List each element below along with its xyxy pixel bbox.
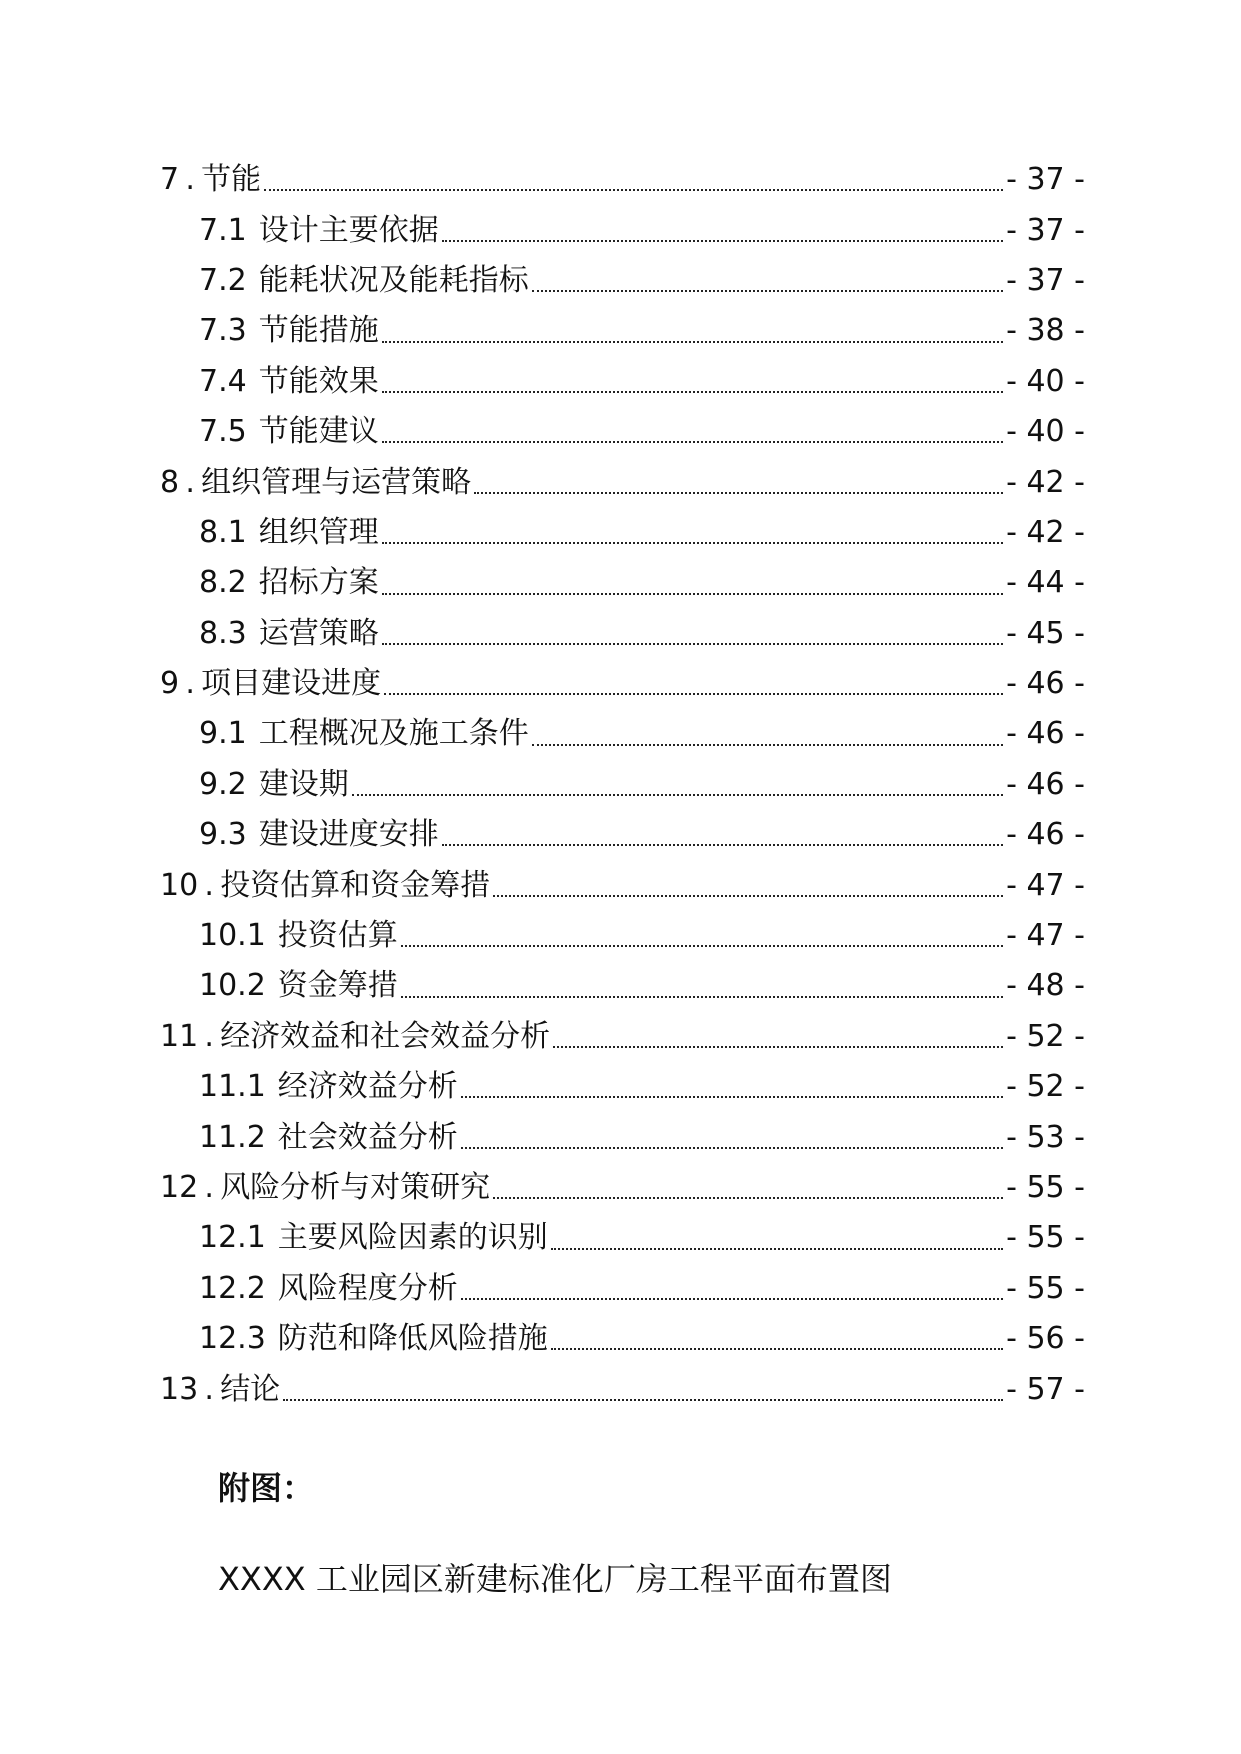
toc-entry-page-number: - 52 - [1006, 1069, 1085, 1105]
toc-dot-leader [551, 1348, 1003, 1350]
toc-entry-page-number: - 40 - [1006, 414, 1085, 450]
toc-entry-page-number: - 37 - [1006, 262, 1085, 298]
toc-entry-separator: . [185, 162, 195, 198]
toc-dot-leader [493, 1197, 1003, 1199]
toc-entry-number: 9.3 [199, 817, 247, 853]
toc-entry[interactable] [0, 407, 1241, 457]
toc-entry-title: 防范和降低风险措施 [277, 1321, 548, 1357]
toc-entry-number: 10.1 [199, 918, 266, 954]
toc-entry-separator: . [185, 666, 195, 702]
toc-entry-separator: . [204, 1371, 214, 1407]
toc-entry[interactable] [0, 760, 1241, 810]
toc-dot-leader [401, 945, 1003, 947]
toc-entry[interactable] [0, 1012, 1241, 1062]
toc-entry-number: 9.1 [199, 716, 247, 752]
toc-entry-number: 10 [160, 867, 199, 903]
toc-dot-leader [442, 240, 1003, 242]
toc-entry[interactable] [0, 1213, 1241, 1263]
toc-entry-title: 设计主要依据 [258, 212, 439, 248]
toc-entry-page-number: - 46 - [1006, 666, 1085, 702]
toc-entry-number: 8.1 [199, 514, 247, 550]
toc-entry-title: 社会效益分析 [277, 1119, 458, 1155]
toc-entry[interactable] [0, 961, 1241, 1011]
toc-dot-leader [384, 693, 1003, 695]
toc-entry[interactable] [0, 659, 1241, 709]
toc-entry-number: 7.5 [199, 414, 247, 450]
toc-dot-leader [461, 1096, 1003, 1098]
toc-entry-title: 投资估算 [277, 918, 398, 954]
toc-entry[interactable] [0, 1062, 1241, 1112]
toc-entry-number: 12.2 [199, 1270, 266, 1306]
toc-entry-number: 11.1 [199, 1069, 266, 1105]
toc-entry-page-number: - 40 - [1006, 363, 1085, 399]
toc-entry-page-number: - 45 - [1006, 615, 1085, 651]
toc-entry-title: 节能效果 [258, 363, 379, 399]
toc-entry[interactable] [0, 155, 1241, 205]
toc-dot-leader [352, 794, 1003, 796]
toc-entry[interactable] [0, 306, 1241, 356]
toc-entry[interactable] [0, 457, 1241, 507]
toc-entry-number: 7.1 [199, 212, 247, 248]
toc-entry-title: 资金筹措 [277, 968, 398, 1004]
toc-entry-separator: . [204, 867, 214, 903]
toc-entry-title: 组织管理与运营策略 [201, 464, 472, 500]
toc-entry[interactable] [0, 256, 1241, 306]
toc-entry-page-number: - 46 - [1006, 817, 1085, 853]
toc-dot-leader [382, 542, 1003, 544]
toc-entry-title: 工程概况及施工条件 [258, 716, 529, 752]
toc-dot-leader [382, 441, 1003, 443]
toc-dot-leader [382, 593, 1003, 595]
toc-entry-page-number: - 37 - [1006, 162, 1085, 198]
toc-entry-separator: . [185, 464, 195, 500]
toc-dot-leader [461, 1147, 1003, 1149]
toc-dot-leader [493, 895, 1003, 897]
toc-dot-leader [532, 744, 1003, 746]
toc-entry-title: 经济效益和社会效益分析 [220, 1018, 551, 1054]
toc-entry-page-number: - 56 - [1006, 1321, 1085, 1357]
toc-entry-title: 节能措施 [258, 313, 379, 349]
toc-entry-title: 主要风险因素的识别 [277, 1220, 548, 1256]
toc-dot-leader [532, 290, 1003, 292]
toc-entry-title: 节能建议 [258, 414, 379, 450]
toc-entry[interactable] [0, 1314, 1241, 1364]
toc-entry-number: 11 [160, 1018, 199, 1054]
toc-entry-page-number: - 52 - [1006, 1018, 1085, 1054]
toc-entry[interactable] [0, 911, 1241, 961]
toc-entry-page-number: - 47 - [1006, 867, 1085, 903]
toc-entry-title: 风险程度分析 [277, 1270, 458, 1306]
toc-entry[interactable] [0, 609, 1241, 659]
toc-entry-title: 节能 [201, 162, 262, 198]
toc-dot-leader [442, 844, 1003, 846]
toc-entry-number: 10.2 [199, 968, 266, 1004]
toc-entry[interactable] [0, 1364, 1241, 1414]
toc-entry-number: 12 [160, 1170, 199, 1205]
toc-entry-number: 7 [160, 162, 180, 198]
toc-entry-number: 12.1 [199, 1220, 266, 1256]
toc-dot-leader [551, 1248, 1003, 1250]
toc-entry-title: 结论 [220, 1371, 281, 1407]
toc-entry-number: 7.2 [199, 262, 247, 298]
toc-entry-page-number: - 42 - [1006, 464, 1085, 500]
toc-entry[interactable] [0, 860, 1241, 910]
toc-entry-number: 13 [160, 1371, 199, 1407]
toc-entry[interactable] [0, 1163, 1241, 1213]
toc-dot-leader [382, 643, 1003, 645]
toc-entry-title: 经济效益分析 [277, 1069, 458, 1105]
toc-entry[interactable] [0, 558, 1241, 608]
toc-entry-number: 9 [160, 666, 180, 702]
toc-entry-title: 项目建设进度 [201, 666, 382, 702]
toc-dot-leader [382, 391, 1003, 393]
toc-entry-number: 8.2 [199, 565, 247, 601]
toc-entry[interactable] [0, 205, 1241, 255]
toc-entry-title: 能耗状况及能耗指标 [258, 262, 529, 298]
toc-entry[interactable] [0, 709, 1241, 759]
appendix-heading: 附图： [218, 1469, 315, 1507]
toc-dot-leader [461, 1298, 1003, 1300]
toc-entry[interactable] [0, 810, 1241, 860]
toc-dot-leader [283, 1399, 1003, 1401]
toc-dot-leader [553, 1046, 1003, 1048]
toc-dot-leader [382, 341, 1003, 343]
toc-entry-page-number: - 42 - [1006, 514, 1085, 550]
toc-entry-page-number: - 44 - [1006, 565, 1085, 601]
toc-entry-page-number: - 47 - [1006, 918, 1085, 954]
toc-entry-page-number: - 46 - [1006, 716, 1085, 752]
appendix-item: XXXX 工业园区新建标准化厂房工程平面布置图 [218, 1560, 892, 1598]
toc-entry-page-number: - 53 - [1006, 1119, 1085, 1155]
toc-entry-title: 组织管理 [258, 514, 379, 550]
toc-entry-page-number: - 37 - [1006, 212, 1085, 248]
toc-entry-page-number: - 57 - [1006, 1371, 1085, 1407]
toc-entry-page-number: - 55 - [1006, 1220, 1085, 1256]
toc-entry-page-number: - 55 - [1006, 1270, 1085, 1306]
table-of-contents [0, 155, 1241, 1415]
toc-dot-leader [401, 996, 1003, 998]
toc-entry-number: 12.3 [199, 1321, 266, 1357]
toc-entry-number: 11.2 [199, 1119, 266, 1155]
toc-entry-title: 建设期 [258, 766, 349, 802]
toc-entry-page-number: - 38 - [1006, 313, 1085, 349]
toc-entry-title: 运营策略 [258, 615, 379, 651]
toc-entry-page-number: - 46 - [1006, 766, 1085, 802]
toc-entry-number: 8.3 [199, 615, 247, 651]
toc-entry[interactable] [0, 1112, 1241, 1162]
toc-entry-page-number: - 48 - [1006, 968, 1085, 1004]
toc-entry-number: 8 [160, 464, 180, 500]
toc-entry-title: 风险分析与对策研究 [220, 1170, 491, 1205]
toc-entry[interactable] [0, 508, 1241, 558]
toc-entry-title: 投资估算和资金筹措 [220, 867, 491, 903]
toc-dot-leader [264, 189, 1003, 191]
toc-entry-number: 7.3 [199, 313, 247, 349]
toc-entry-title: 建设进度安排 [258, 817, 439, 853]
toc-entry-separator: . [204, 1170, 214, 1205]
toc-entry[interactable] [0, 357, 1241, 407]
toc-entry[interactable] [0, 1264, 1241, 1314]
toc-entry-title: 招标方案 [258, 565, 379, 601]
toc-dot-leader [474, 492, 1003, 494]
toc-entry-number: 7.4 [199, 363, 247, 399]
toc-entry-page-number: - 55 - [1006, 1170, 1085, 1205]
toc-entry-separator: . [204, 1018, 214, 1054]
toc-entry-number: 9.2 [199, 766, 247, 802]
